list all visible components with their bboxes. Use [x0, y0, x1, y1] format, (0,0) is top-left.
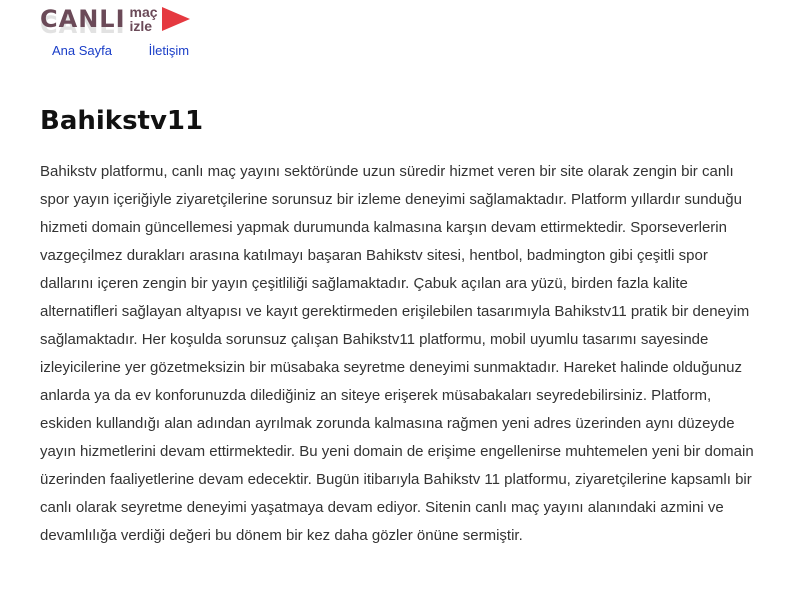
nav-home-link[interactable]: Ana Sayfa [52, 43, 112, 58]
article-body: Bahikstv platformu, canlı maç yayını sektöründe uzun süredir hizmet veren bir site olarak zengin bir canlı spor yayın içeriğiyle ziyaretçilerine sorunsuz bir izleme deneyimi sağlamaktadır. Platform yıllardır sunduğu hizmeti domain güncellemesi yapmak durumunda kalmasına karşın devam ettirmektedir. Sporseverlerin vazgeçilmez durakları arasına katılmayı başaran Bahikstv sitesi, hentbol, badmington gibi çeşitli spor dallarını içeren zengin bir yayın çeşitliliği sağlamaktadır. Çabuk açılan ara yüzü, birden fazla kalite alternatifleri sağlayan altyapısı ve kayıt gerektirmeden erişilebilen tasarımıyla Bahikstv11 pratik bir deneyim sağlamaktadır. Her koşulda sorunsuz çalışan Bahikstv11 platformu, mobil uyumlu tasarımı sayesinde izleyicilerine yer gözetmeksizin bir müsabaka seyretme deneyimi sunmaktadır. Hareket halinde olduğunuz anlarda ya da ev konforunuzda dilediğiniz an siteye erişerek müsabakaları seyredebilirsiniz. Platform, eskiden kullandığı alan adından ayrılmak zorunda kalmasına rağmen yeni adres üzerinden aynı düzeyde yayın hizmetlerini devam ettirmektedir. Bu yeni domain de erişime engellenirse muhtemelen yeni bir domain üzerinden faaliyetlerine devam edecektir. Bugün itibarıyla Bahikstv 11 platformu, ziyaretçilerine kapsamlı bir canlı olarak seyretme deneyimi yaşatmaya devam ediyor. Sitenin canlı maç yayını alanındaki azmini ve devamlılığa verdiği değeri bu dönem bir kez daha gözler önüne sermiştir. [40, 163, 754, 544]
play-icon [162, 7, 190, 31]
logo-canli: CANLI [40, 5, 126, 33]
main-nav [40, 42, 765, 60]
site-logo[interactable] [40, 0, 765, 38]
page-title: Bahikstv11 [40, 106, 204, 136]
nav-contact-link[interactable]: İletişim [148, 43, 190, 58]
logo-mac-izle: maç izle [129, 4, 158, 34]
